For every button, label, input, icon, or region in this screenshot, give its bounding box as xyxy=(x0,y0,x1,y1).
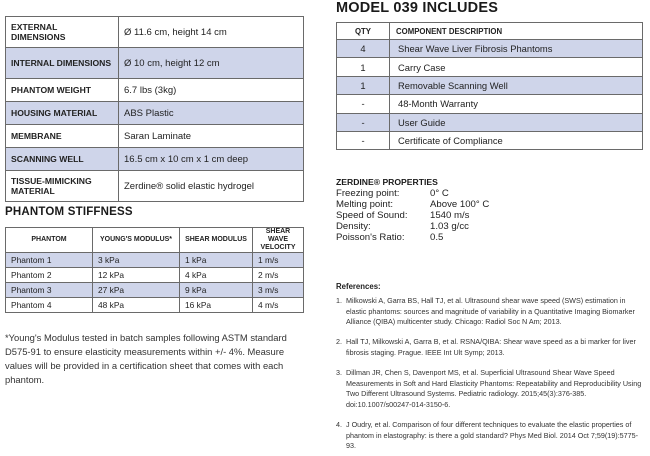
table-cell: 48 kPa xyxy=(93,298,180,313)
spec-row xyxy=(6,171,304,202)
reference-number: 1. xyxy=(336,296,342,305)
property-label: Speed of Sound: xyxy=(336,210,408,221)
property-value: Above 100° C xyxy=(430,199,490,210)
reference-text: Dillman JR, Chen S, Davenport MS, et al. Superficial Ultrasound Shear Wave Speed Measurements in Soft and Hard Elasticity Phantoms: Repeatability and Reproducibility Using Two Different Ultrasound Systems. Pediatric radiology. 2015;45(3):376-385. doi:10.1007/s00247-014-3150-6. xyxy=(346,368,642,409)
table-cell: Phantom 1 xyxy=(6,253,93,268)
property-value: 1.03 g/cc xyxy=(430,221,469,232)
col-header: PHANTOM xyxy=(6,228,93,253)
property-label: Density: xyxy=(336,221,371,232)
table-row xyxy=(6,298,304,313)
spec-value: 16.5 cm x 10 cm x 1 cm deep xyxy=(119,148,304,171)
component-cell: Certificate of Compliance xyxy=(390,131,643,149)
stiffness-footnote: *Young's Modulus tested in batch samples following ASTM standard D575-91 to ensure elasticity measurements within +/- 4%. Measure values will be provided in a certification sheet that comes with each phantom. xyxy=(5,332,287,385)
spec-label: HOUSING MATERIAL xyxy=(6,102,119,125)
spec-row xyxy=(6,125,304,148)
spec-label: SCANNING WELL xyxy=(6,148,119,171)
spec-row xyxy=(6,148,304,171)
table-cell: 4 m/s xyxy=(253,298,304,313)
includes-table xyxy=(336,22,643,150)
includes-title: MODEL 039 INCLUDES xyxy=(336,0,499,16)
property-label: Poisson's Ratio: xyxy=(336,232,405,243)
property-label: Freezing point: xyxy=(336,188,400,199)
property-value: 0.5 xyxy=(430,232,444,243)
reference-item xyxy=(336,368,644,410)
qty-cell: 1 xyxy=(337,58,390,76)
col-header: YOUNG'S MODULUS* xyxy=(93,228,180,253)
spec-value: Ø 11.6 cm, height 14 cm xyxy=(119,17,304,48)
col-header: QTY xyxy=(337,23,390,40)
spec-value: Zerdine® solid elastic hydrogel xyxy=(119,171,304,202)
table-row xyxy=(337,95,643,113)
property-row xyxy=(336,188,449,199)
spec-label: MEMBRANE xyxy=(6,125,119,148)
table-cell: 3 m/s xyxy=(253,283,304,298)
component-cell: User Guide xyxy=(390,113,643,131)
stiffness-title: PHANTOM STIFFNESS xyxy=(5,206,133,218)
table-row xyxy=(6,283,304,298)
spec-row xyxy=(6,102,304,125)
stiffness-table xyxy=(5,227,304,313)
table-cell: 1 m/s xyxy=(253,253,304,268)
table-row xyxy=(337,76,643,94)
spec-row xyxy=(6,48,304,79)
spec-row xyxy=(6,79,304,102)
references-title: References: xyxy=(336,282,381,291)
property-row xyxy=(336,210,470,221)
spec-row xyxy=(6,17,304,48)
reference-item xyxy=(336,337,644,358)
table-row xyxy=(6,268,304,283)
table-cell: Phantom 2 xyxy=(6,268,93,283)
table-cell: 12 kPa xyxy=(93,268,180,283)
qty-cell: - xyxy=(337,95,390,113)
table-cell: 27 kPa xyxy=(93,283,180,298)
reference-number: 4. xyxy=(336,420,342,429)
component-cell: Removable Scanning Well xyxy=(390,76,643,94)
reference-item xyxy=(336,420,644,452)
property-value: 1540 m/s xyxy=(430,210,470,221)
stiffness-header-row xyxy=(6,228,304,253)
spec-label: INTERNAL DIMENSIONS xyxy=(6,48,119,79)
table-cell: Phantom 4 xyxy=(6,298,93,313)
reference-number: 3. xyxy=(336,368,342,377)
table-row xyxy=(337,58,643,76)
spec-label: TISSUE-MIMICKING MATERIAL xyxy=(6,171,119,202)
spec-value: Saran Laminate xyxy=(119,125,304,148)
property-row xyxy=(336,232,444,243)
qty-cell: 1 xyxy=(337,76,390,94)
property-value: 0° C xyxy=(430,188,449,199)
property-row xyxy=(336,221,469,232)
table-row xyxy=(337,40,643,58)
reference-text: Hall TJ, Milkowski A, Garra B, et al. RSNA/QIBA: Shear wave speed as a bi marker for liver fibrosis staging. Prague. IEEE Int Ult Symp; 2013. xyxy=(346,337,636,357)
component-cell: 48-Month Warranty xyxy=(390,95,643,113)
table-cell: 2 m/s xyxy=(253,268,304,283)
property-row xyxy=(336,199,490,210)
zerdine-title: ZERDINE® PROPERTIES xyxy=(336,177,438,187)
col-header: COMPONENT DESCRIPTION xyxy=(390,23,643,40)
table-cell: 4 kPa xyxy=(180,268,253,283)
table-cell: 1 kPa xyxy=(180,253,253,268)
table-cell: 9 kPa xyxy=(180,283,253,298)
component-cell: Carry Case xyxy=(390,58,643,76)
table-cell: 3 kPa xyxy=(93,253,180,268)
spec-value: 6.7 lbs (3kg) xyxy=(119,79,304,102)
col-header: SHEAR MODULUS xyxy=(180,228,253,253)
spec-value: ABS Plastic xyxy=(119,102,304,125)
table-cell: 16 kPa xyxy=(180,298,253,313)
property-label: Melting point: xyxy=(336,199,394,210)
reference-text: Milkowski A, Garra BS, Hall TJ, et al. Ultrasound shear wave speed (SWS) estimation in elastic phantoms: sources and magnitude of variability in a Quantitative Imaging Biomarker Alliance (QIBA) multicenter study. Chicago: Radiol Soc N Am; 2013. xyxy=(346,296,635,327)
reference-text: J Oudry, et al. Comparison of four different techniques to evaluate the elastic properties of phantom in elastography: is there a gold standard? Phys Med Biol. 2014 Oct 7;59(19):5775-93. xyxy=(346,420,639,451)
spec-label: PHANTOM WEIGHT xyxy=(6,79,119,102)
qty-cell: - xyxy=(337,113,390,131)
includes-header-row xyxy=(337,23,643,40)
qty-cell: 4 xyxy=(337,40,390,58)
spec-value: Ø 10 cm, height 12 cm xyxy=(119,48,304,79)
spec-label: EXTERNAL DIMENSIONS xyxy=(6,17,119,48)
table-row xyxy=(337,113,643,131)
specs-table xyxy=(5,16,304,202)
reference-item xyxy=(336,296,644,328)
table-cell: Phantom 3 xyxy=(6,283,93,298)
component-cell: Shear Wave Liver Fibrosis Phantoms xyxy=(390,40,643,58)
qty-cell: - xyxy=(337,131,390,149)
table-row xyxy=(337,131,643,149)
table-row xyxy=(6,253,304,268)
reference-number: 2. xyxy=(336,337,342,346)
col-header: SHEAR WAVE VELOCITY xyxy=(253,228,304,253)
